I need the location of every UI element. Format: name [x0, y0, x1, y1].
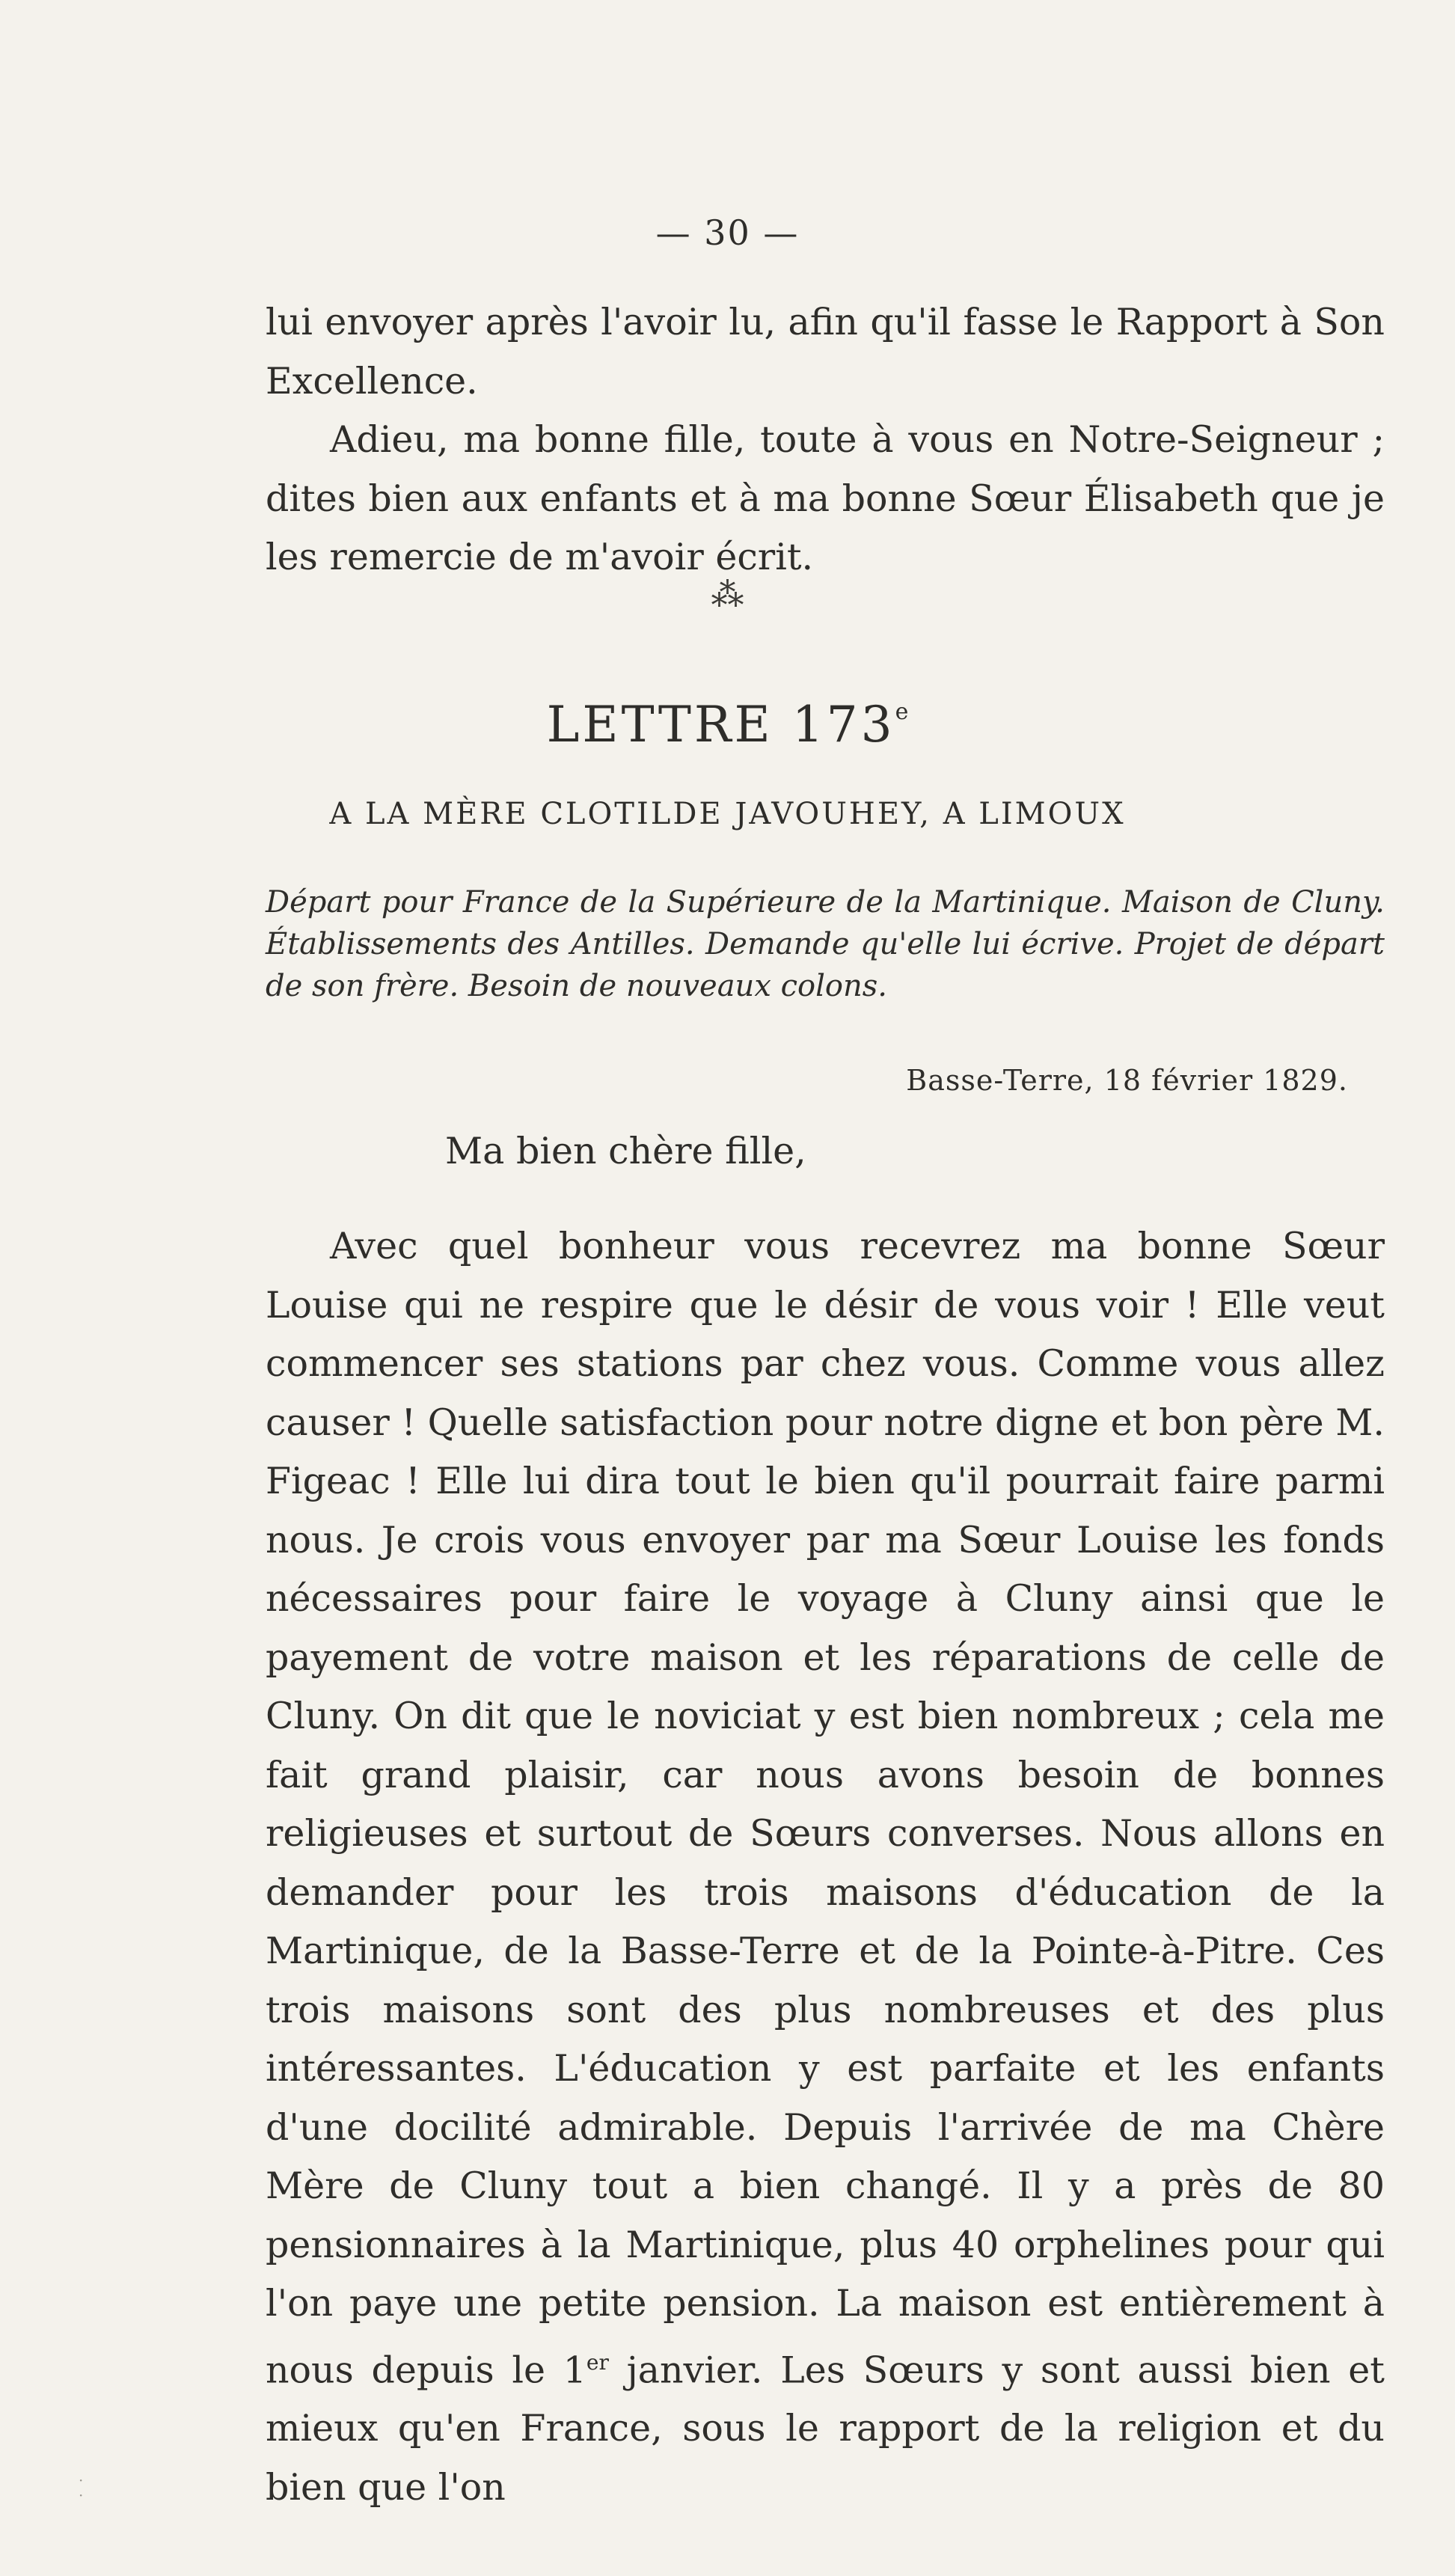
closing-paragraph: Adieu, ma bonne fille, toute à vous en Notre-Seigneur ; dites bien aux enfants et à ma bonne Sœur Élisabeth que je les remercie de m'avoir écrit.	[266, 418, 1385, 578]
continued-paragraph: lui envoyer après l'avoir lu, afin qu'il fasse le Rapport à Son Excellence.	[266, 301, 1385, 403]
letter-dateline: Basse-Terre, 18 février 1829.	[906, 1064, 1348, 1097]
letter-addressee: A LA MÈRE CLOTILDE JAVOUHEY, A LIMOUX	[329, 797, 1126, 831]
letter-title-text: LETTRE 173	[546, 696, 895, 753]
previous-letter-ending	[266, 293, 1385, 587]
letter-salutation: Ma bien chère fille,	[445, 1130, 806, 1172]
letter-title-superscript: e	[895, 699, 909, 725]
body-paragraph	[266, 1217, 1385, 2517]
body-text-part1: Avec quel bonheur vous recevrez ma bonne Sœur Louise qui ne respire que le désir de vous voir ! Elle veut commencer ses stations par chez vous. Comme vous allez causer ! Quelle satisfaction pour notre digne et bon père M. Figeac ! Elle lui dira tout le bien qu'il pourrait faire parmi nous. Je crois vous envoyer par ma Sœur Louise les fonds nécessaires pour faire le voyage à Cluny ainsi que le payement de votre maison et les réparations de celle de Cluny. On dit que le noviciat y est bien nombreux ; cela me fait grand plaisir, car nous avons besoin de bonnes religieuses et surtout de Sœurs converses. Nous allons en demander pour les trois maisons d'éducation de la Martinique, de la Basse-Terre et de la Pointe-à-Pitre. Ces trois maisons sont des plus nombreuses et des plus intéressantes. L'éducation y est parfaite et les enfants d'une docilité admirable. Depuis l'arrivée de ma Chère Mère de Cluny tout a bien changé. Il y a près de 80 pensionnaires à la Martinique, plus 40 orphelines pour qui l'on paye une petite pension. La maison est entièrement à nous depuis le 1	[266, 1225, 1385, 2391]
body-superscript: er	[586, 2349, 609, 2375]
letter-summary: Départ pour France de la Supérieure de la Martinique. Maison de Cluny. Établissements des Antilles. Demande qu'elle lui écrive. Projet de départ de son frère. Besoin de nouveaux colons.	[266, 885, 1385, 1003]
letter-body	[266, 1217, 1385, 2509]
margin-smudge: · ·	[79, 2471, 84, 2504]
section-ornament: ⁂	[711, 576, 744, 614]
page-number: — 30 —	[655, 212, 800, 253]
letter-title	[0, 696, 1455, 753]
body-text-part2: janvier. Les Sœurs y sont aussi bien et mieux qu'en France, sous le rapport de la religion et du bien que l'on	[266, 2348, 1385, 2509]
